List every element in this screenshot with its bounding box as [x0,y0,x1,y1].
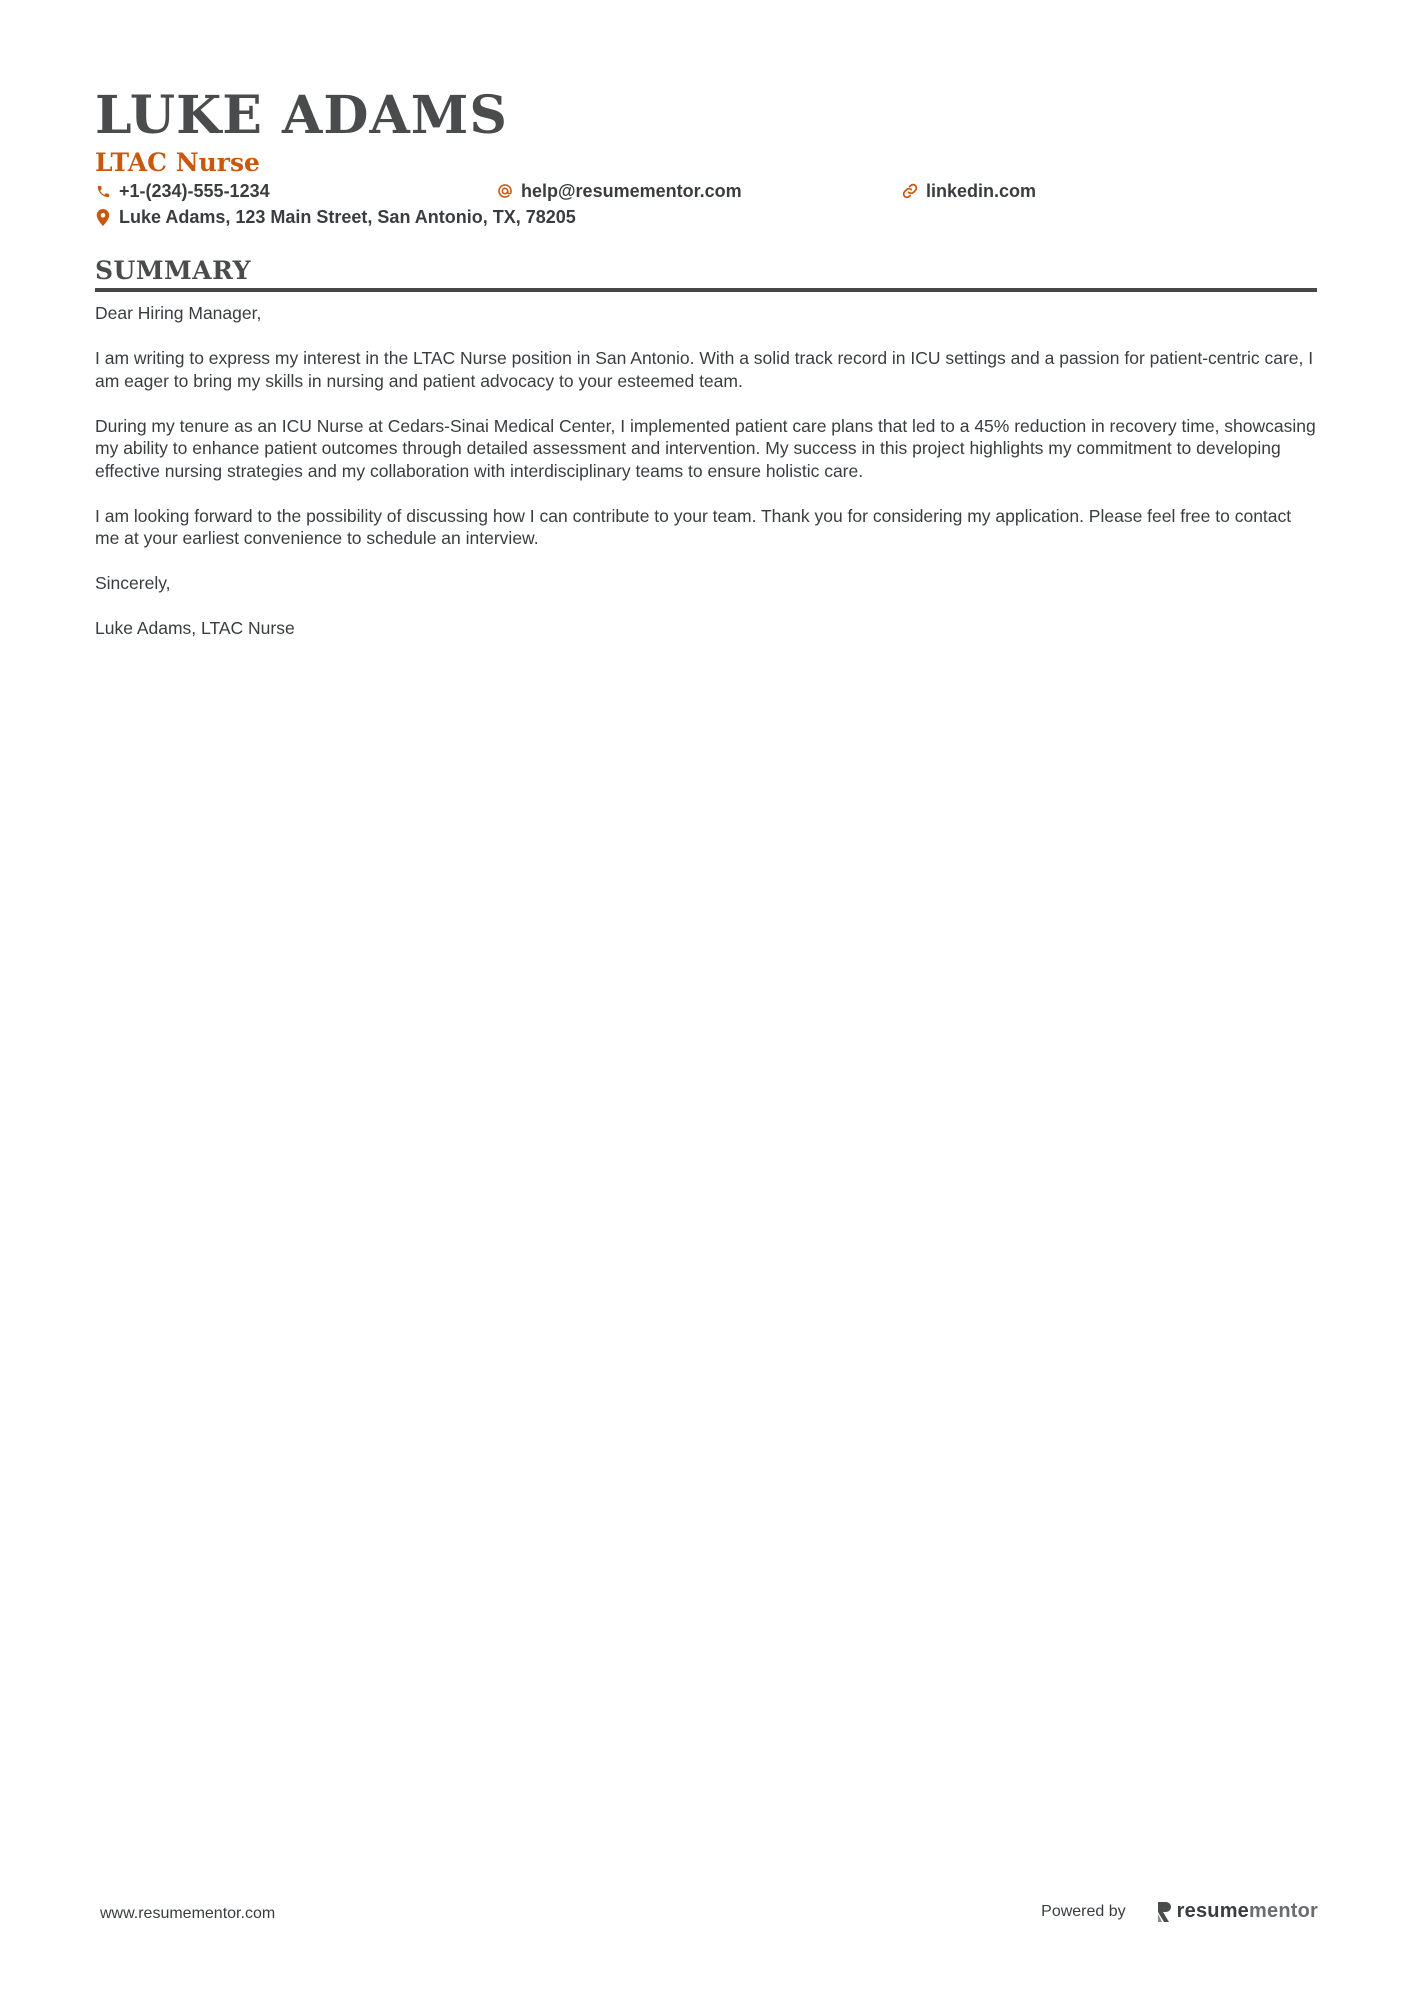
header [95,84,1317,230]
footer-website[interactable]: www.resumementor.com [100,1905,276,1922]
footer-branding [1041,1900,1318,1923]
section-title: SUMMARY [95,256,251,285]
summary-section [95,256,1317,662]
contact-phone[interactable] [95,178,270,204]
phone-icon [95,182,111,200]
letter-paragraph: I am looking forward to the possibility of discussing how I can contribute to your team. Thank you for considering my application. Please feel free to contact me at your earliest convenience to schedule an interview. [95,505,1292,548]
link-icon [902,182,918,200]
section-divider [95,288,1317,292]
resumementor-logo-icon [1156,1901,1172,1923]
at-sign-icon [497,182,513,200]
contact-row-2 [95,204,1317,230]
contact-email[interactable] [497,178,742,204]
letter-closing: Sincerely, [95,573,171,593]
letter-paragraph: During my tenure as an ICU Nurse at Cedars-Sinai Medical Center, I implemented patient care plans that led to a 45% reduction in recovery time, showcasing my ability to enhance patient outcomes through detailed assessment and intervention. My success in this project highlights my commitment to developing effective nursing strategies and my collaboration with interdisciplinary teams to ensure holistic care. [95,415,1316,481]
letter-paragraph: I am writing to express my interest in the LTAC Nurse position in San Antonio. With a solid track record in ICU settings and a passion for patient-centric care, I am eager to bring my skills in nursing and patient advocacy to your esteemed team. [95,348,1314,391]
contact-link[interactable] [902,178,1036,204]
brand-logo[interactable] [1156,1900,1318,1923]
candidate-name: LUKE ADAMS [95,85,508,146]
candidate-role: LTAC Nurse [95,148,260,177]
letter-signature: Luke Adams, LTAC Nurse [95,618,295,638]
location-pin-icon [95,208,111,226]
address-text: Luke Adams, 123 Main Street, San Antonio, TX, 78205 [119,206,576,227]
letter-greeting: Dear Hiring Manager, [95,303,262,323]
contact-row-1 [95,178,1317,204]
brand-light-text: mentor [1249,1900,1318,1922]
contact-address [95,204,576,230]
email-text: help@resumementor.com [521,180,742,201]
letter-body [95,302,1317,640]
brand-strong-text: resume [1176,1900,1250,1922]
powered-by-label: Powered by [1041,1902,1126,1920]
link-text: linkedin.com [926,180,1037,201]
phone-text: +1-(234)-555-1234 [119,180,270,201]
